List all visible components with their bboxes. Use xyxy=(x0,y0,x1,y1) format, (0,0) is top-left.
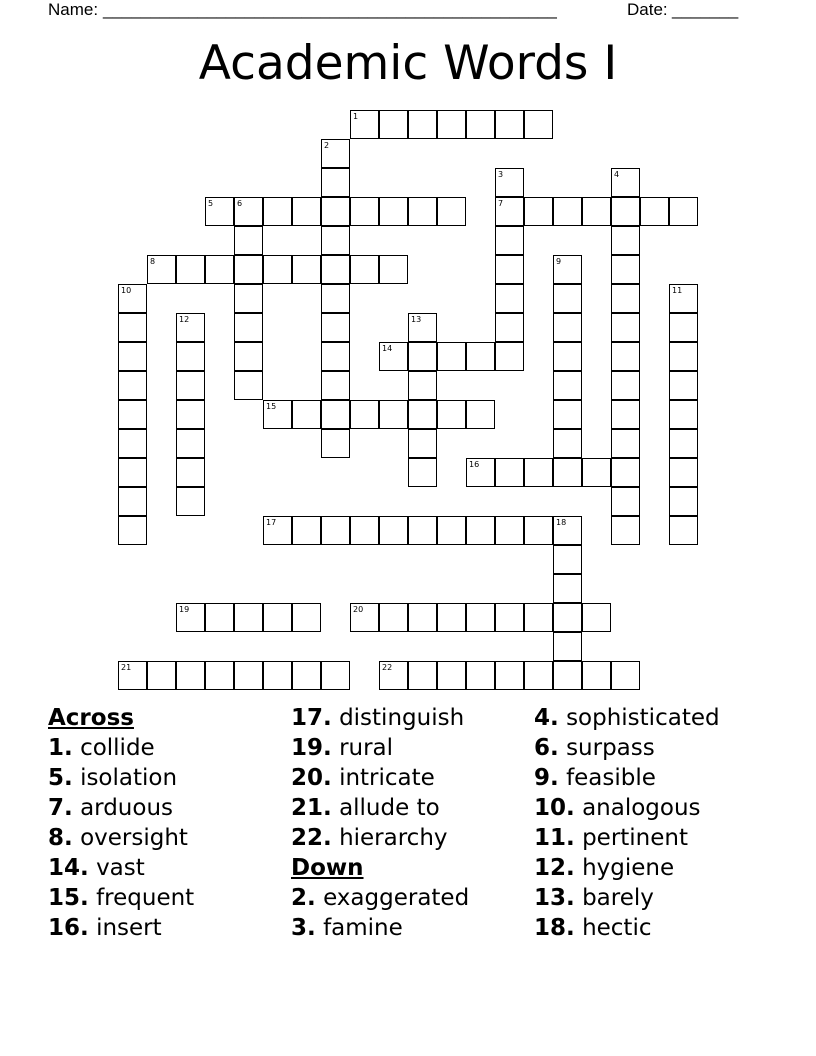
grid-cell[interactable] xyxy=(321,139,350,168)
grid-cell[interactable] xyxy=(408,458,437,487)
clue-item-number: 18. xyxy=(534,915,575,941)
grid-cell[interactable] xyxy=(176,661,205,690)
grid-cell[interactable] xyxy=(669,429,698,458)
clue-number: 1 xyxy=(353,112,359,121)
clue-item-number: 3. xyxy=(291,915,316,941)
grid-cell[interactable] xyxy=(379,110,408,139)
grid-cell[interactable] xyxy=(176,371,205,400)
grid-cell[interactable] xyxy=(408,371,437,400)
grid-cell[interactable] xyxy=(176,487,205,516)
grid-cell[interactable] xyxy=(263,661,292,690)
grid-cell[interactable] xyxy=(350,603,379,632)
grid-cell[interactable] xyxy=(408,342,437,371)
grid-cell[interactable] xyxy=(118,342,147,371)
clue-item-number: 19. xyxy=(291,735,332,761)
clue-heading: Across xyxy=(48,705,134,731)
grid-cell[interactable] xyxy=(466,458,495,487)
grid-cell[interactable] xyxy=(466,603,495,632)
clue-number: 4 xyxy=(614,170,620,179)
clue-item xyxy=(48,733,194,763)
clue-item xyxy=(48,823,194,853)
clue-item-text: isolation xyxy=(80,765,178,791)
clue-item-text: insert xyxy=(96,915,162,941)
grid-cell[interactable] xyxy=(176,458,205,487)
clue-item-text: barely xyxy=(582,885,654,911)
grid-cell[interactable] xyxy=(176,342,205,371)
grid-cell[interactable] xyxy=(669,487,698,516)
name-line[interactable]: ________________________________________________ xyxy=(103,0,557,19)
grid-cell[interactable] xyxy=(437,516,466,545)
grid-cell[interactable] xyxy=(379,603,408,632)
grid-cell[interactable] xyxy=(292,661,321,690)
grid-cell[interactable] xyxy=(176,255,205,284)
grid-cell[interactable] xyxy=(611,429,640,458)
clue-number: 22 xyxy=(382,663,393,672)
clue-item xyxy=(534,703,720,733)
grid-cell[interactable] xyxy=(118,429,147,458)
name-label: Name: xyxy=(48,0,99,19)
grid-cell[interactable] xyxy=(176,429,205,458)
clue-item-number: 5. xyxy=(48,765,73,791)
clue-number: 17 xyxy=(266,518,277,527)
grid-cell[interactable] xyxy=(234,603,263,632)
grid-cell[interactable] xyxy=(147,661,176,690)
grid-cell[interactable] xyxy=(118,458,147,487)
grid-cell[interactable] xyxy=(408,197,437,226)
clue-item-text: hierarchy xyxy=(339,825,448,851)
grid-cell[interactable] xyxy=(292,516,321,545)
grid-cell[interactable] xyxy=(234,255,263,284)
clue-item-number: 2. xyxy=(291,885,316,911)
grid-cell[interactable] xyxy=(524,603,553,632)
grid-cell[interactable] xyxy=(553,284,582,313)
clue-item-text: exaggerated xyxy=(323,885,470,911)
grid-cell[interactable] xyxy=(234,197,263,226)
grid-cell[interactable] xyxy=(292,255,321,284)
grid-cell[interactable] xyxy=(321,400,350,429)
grid-cell[interactable] xyxy=(408,429,437,458)
clue-item-number: 12. xyxy=(534,855,575,881)
grid-cell[interactable] xyxy=(611,516,640,545)
grid-cell[interactable] xyxy=(437,342,466,371)
grid-cell[interactable] xyxy=(321,197,350,226)
clue-item-number: 17. xyxy=(291,705,332,731)
grid-cell[interactable] xyxy=(379,197,408,226)
grid-cell[interactable] xyxy=(234,313,263,342)
clue-item-text: frequent xyxy=(96,885,195,911)
grid-cell[interactable] xyxy=(408,661,437,690)
grid-cell[interactable] xyxy=(524,661,553,690)
grid-cell[interactable] xyxy=(553,255,582,284)
grid-cell[interactable] xyxy=(553,371,582,400)
grid-cell[interactable] xyxy=(582,458,611,487)
clue-item xyxy=(48,763,194,793)
clue-number: 14 xyxy=(382,344,393,353)
grid-cell[interactable] xyxy=(553,458,582,487)
grid-cell[interactable] xyxy=(611,168,640,197)
clue-number: 13 xyxy=(411,315,422,324)
date-line[interactable]: _______ xyxy=(672,0,739,19)
grid-cell[interactable] xyxy=(495,226,524,255)
grid-cell[interactable] xyxy=(669,458,698,487)
clue-number: 2 xyxy=(324,141,330,150)
clue-number: 15 xyxy=(266,402,277,411)
clue-number: 8 xyxy=(150,257,156,266)
grid-cell[interactable] xyxy=(118,487,147,516)
clue-item-number: 10. xyxy=(534,795,575,821)
grid-cell[interactable] xyxy=(205,603,234,632)
grid-cell[interactable] xyxy=(176,400,205,429)
grid-cell[interactable] xyxy=(408,313,437,342)
grid-cell[interactable] xyxy=(350,516,379,545)
grid-cell[interactable] xyxy=(321,661,350,690)
grid-cell[interactable] xyxy=(669,400,698,429)
grid-cell[interactable] xyxy=(118,661,147,690)
date-label: Date: xyxy=(627,0,668,19)
clue-item-text: famine xyxy=(323,915,403,941)
grid-cell[interactable] xyxy=(524,197,553,226)
clue-item-number: 16. xyxy=(48,915,89,941)
grid-cell[interactable] xyxy=(234,284,263,313)
clue-item xyxy=(291,823,469,853)
grid-cell[interactable] xyxy=(495,284,524,313)
clue-item-number: 7. xyxy=(48,795,73,821)
clue-item-text: oversight xyxy=(80,825,188,851)
grid-cell[interactable] xyxy=(553,516,582,545)
clue-item-number: 13. xyxy=(534,885,575,911)
grid-cell[interactable] xyxy=(669,342,698,371)
grid-cell[interactable] xyxy=(611,313,640,342)
grid-cell[interactable] xyxy=(669,284,698,313)
clue-item-number: 20. xyxy=(291,765,332,791)
clue-number: 7 xyxy=(498,199,504,208)
clue-item xyxy=(48,793,194,823)
grid-cell[interactable] xyxy=(234,226,263,255)
grid-cell[interactable] xyxy=(263,197,292,226)
grid-cell[interactable] xyxy=(176,603,205,632)
grid-cell[interactable] xyxy=(205,197,234,226)
grid-cell[interactable] xyxy=(495,342,524,371)
grid-cell[interactable] xyxy=(524,516,553,545)
grid-cell[interactable] xyxy=(495,516,524,545)
grid-cell[interactable] xyxy=(263,400,292,429)
grid-cell[interactable] xyxy=(611,342,640,371)
grid-cell[interactable] xyxy=(234,371,263,400)
grid-cell[interactable] xyxy=(495,168,524,197)
clue-item-text: hygiene xyxy=(582,855,675,881)
clue-item-number: 21. xyxy=(291,795,332,821)
grid-cell[interactable] xyxy=(437,661,466,690)
grid-cell[interactable] xyxy=(350,110,379,139)
clue-item-number: 6. xyxy=(534,735,559,761)
grid-cell[interactable] xyxy=(292,603,321,632)
clue-item-number: 14. xyxy=(48,855,89,881)
clue-item xyxy=(291,913,469,943)
grid-cell[interactable] xyxy=(611,661,640,690)
grid-cell[interactable] xyxy=(611,458,640,487)
grid-cell[interactable] xyxy=(176,313,205,342)
grid-cell[interactable] xyxy=(408,400,437,429)
grid-cell[interactable] xyxy=(205,661,234,690)
grid-cell[interactable] xyxy=(553,603,582,632)
grid-cell[interactable] xyxy=(611,284,640,313)
clue-item-number: 11. xyxy=(534,825,575,851)
clue-item-text: vast xyxy=(96,855,145,881)
clue-number: 12 xyxy=(179,315,190,324)
clue-number: 9 xyxy=(556,257,562,266)
grid-cell[interactable] xyxy=(234,342,263,371)
grid-cell[interactable] xyxy=(553,429,582,458)
clue-column-3 xyxy=(534,703,720,943)
grid-cell[interactable] xyxy=(147,255,176,284)
grid-cell[interactable] xyxy=(611,400,640,429)
clue-item xyxy=(48,883,194,913)
grid-cell[interactable] xyxy=(466,342,495,371)
grid-cell[interactable] xyxy=(437,197,466,226)
clue-item-text: collide xyxy=(80,735,155,761)
clue-number: 3 xyxy=(498,170,504,179)
grid-cell[interactable] xyxy=(379,661,408,690)
clue-item xyxy=(291,883,469,913)
clue-item xyxy=(291,763,469,793)
clue-number: 21 xyxy=(121,663,132,672)
clue-item-number: 22. xyxy=(291,825,332,851)
grid-cell[interactable] xyxy=(437,400,466,429)
grid-cell[interactable] xyxy=(553,342,582,371)
grid-cell[interactable] xyxy=(118,371,147,400)
grid-cell[interactable] xyxy=(263,603,292,632)
grid-cell[interactable] xyxy=(553,632,582,661)
clue-item xyxy=(534,733,720,763)
clue-column-1 xyxy=(48,703,194,943)
grid-cell[interactable] xyxy=(350,255,379,284)
grid-cell[interactable] xyxy=(582,603,611,632)
clue-item-text: feasible xyxy=(566,765,656,791)
grid-cell[interactable] xyxy=(118,313,147,342)
clue-item xyxy=(48,913,194,943)
grid-cell[interactable] xyxy=(437,603,466,632)
clue-number: 5 xyxy=(208,199,214,208)
grid-cell[interactable] xyxy=(321,371,350,400)
clue-item-text: distinguish xyxy=(339,705,465,731)
grid-cell[interactable] xyxy=(379,516,408,545)
grid-cell[interactable] xyxy=(495,255,524,284)
grid-cell[interactable] xyxy=(408,603,437,632)
grid-cell[interactable] xyxy=(437,110,466,139)
grid-cell[interactable] xyxy=(321,313,350,342)
grid-cell[interactable] xyxy=(205,255,234,284)
grid-cell[interactable] xyxy=(553,574,582,603)
grid-cell[interactable] xyxy=(292,400,321,429)
clue-item-number: 4. xyxy=(534,705,559,731)
grid-cell[interactable] xyxy=(263,516,292,545)
grid-cell[interactable] xyxy=(611,197,640,226)
grid-cell[interactable] xyxy=(321,168,350,197)
grid-cell[interactable] xyxy=(553,197,582,226)
grid-cell[interactable] xyxy=(118,284,147,313)
grid-cell[interactable] xyxy=(582,197,611,226)
clue-item-number: 9. xyxy=(534,765,559,791)
clue-item-text: intricate xyxy=(339,765,435,791)
grid-cell[interactable] xyxy=(553,661,582,690)
grid-cell[interactable] xyxy=(466,400,495,429)
clue-item-number: 1. xyxy=(48,735,73,761)
clue-item xyxy=(534,763,720,793)
grid-cell[interactable] xyxy=(321,429,350,458)
grid-cell[interactable] xyxy=(553,400,582,429)
grid-cell[interactable] xyxy=(350,400,379,429)
clue-item xyxy=(534,793,720,823)
grid-cell[interactable] xyxy=(408,516,437,545)
clue-column-2 xyxy=(291,703,469,943)
clue-item xyxy=(48,853,194,883)
clue-item-text: pertinent xyxy=(582,825,688,851)
grid-cell[interactable] xyxy=(466,110,495,139)
clue-item-text: surpass xyxy=(566,735,655,761)
clue-number: 16 xyxy=(469,460,480,469)
grid-cell[interactable] xyxy=(495,458,524,487)
grid-cell[interactable] xyxy=(118,516,147,545)
clue-item xyxy=(534,823,720,853)
grid-cell[interactable] xyxy=(669,197,698,226)
grid-cell[interactable] xyxy=(524,110,553,139)
grid-cell[interactable] xyxy=(495,661,524,690)
clue-item xyxy=(291,703,469,733)
grid-cell[interactable] xyxy=(669,516,698,545)
clue-heading: Down xyxy=(291,855,364,881)
grid-cell[interactable] xyxy=(321,226,350,255)
grid-cell[interactable] xyxy=(292,197,321,226)
clue-item-text: hectic xyxy=(582,915,652,941)
grid-cell[interactable] xyxy=(553,545,582,574)
clue-number: 11 xyxy=(672,286,683,295)
grid-cell[interactable] xyxy=(379,342,408,371)
grid-cell[interactable] xyxy=(669,313,698,342)
grid-cell[interactable] xyxy=(379,400,408,429)
grid-cell[interactable] xyxy=(466,661,495,690)
clue-number: 6 xyxy=(237,199,243,208)
clue-item-text: allude to xyxy=(339,795,440,821)
puzzle-title: Academic Words I xyxy=(198,36,618,91)
clue-item-text: rural xyxy=(339,735,394,761)
grid-cell[interactable] xyxy=(408,110,437,139)
grid-cell[interactable] xyxy=(524,458,553,487)
grid-cell[interactable] xyxy=(640,197,669,226)
grid-cell[interactable] xyxy=(495,197,524,226)
grid-cell[interactable] xyxy=(466,516,495,545)
grid-cell[interactable] xyxy=(495,603,524,632)
clue-item xyxy=(291,733,469,763)
clue-number: 18 xyxy=(556,518,567,527)
grid-cell[interactable] xyxy=(495,313,524,342)
grid-cell[interactable] xyxy=(321,516,350,545)
grid-cell[interactable] xyxy=(611,255,640,284)
grid-cell[interactable] xyxy=(611,226,640,255)
grid-cell[interactable] xyxy=(611,371,640,400)
clue-item xyxy=(291,793,469,823)
grid-cell[interactable] xyxy=(321,342,350,371)
clue-number: 20 xyxy=(353,605,364,614)
clue-item-text: sophisticated xyxy=(566,705,720,731)
clue-item-number: 15. xyxy=(48,885,89,911)
grid-cell[interactable] xyxy=(321,255,350,284)
grid-cell[interactable] xyxy=(669,371,698,400)
clue-item-text: arduous xyxy=(80,795,174,821)
grid-cell[interactable] xyxy=(582,661,611,690)
clue-item xyxy=(534,883,720,913)
clue-item-number: 8. xyxy=(48,825,73,851)
grid-cell[interactable] xyxy=(118,400,147,429)
grid-cell[interactable] xyxy=(553,313,582,342)
clue-number: 19 xyxy=(179,605,190,614)
grid-cell[interactable] xyxy=(611,487,640,516)
clue-number: 10 xyxy=(121,286,132,295)
clue-item xyxy=(534,853,720,883)
grid-cell[interactable] xyxy=(263,255,292,284)
grid-cell[interactable] xyxy=(350,197,379,226)
clue-item xyxy=(534,913,720,943)
grid-cell[interactable] xyxy=(379,255,408,284)
grid-cell[interactable] xyxy=(321,284,350,313)
grid-cell[interactable] xyxy=(495,110,524,139)
clue-item-text: analogous xyxy=(582,795,701,821)
grid-cell[interactable] xyxy=(234,661,263,690)
